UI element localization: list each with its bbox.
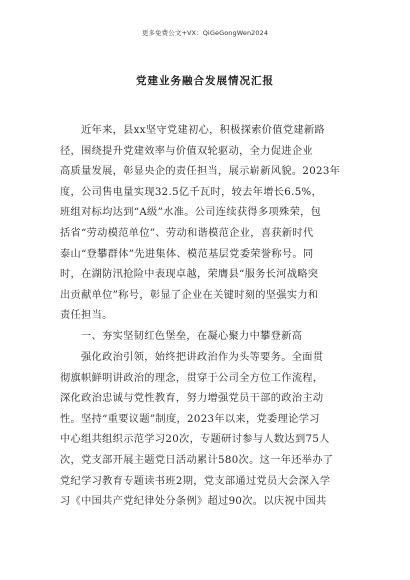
paragraph-line: 泰山“登攀群体”先进集体、模范基层党委荣誉称号。同 <box>60 248 314 260</box>
paragraph-line: 时，在湖防汛抢险中表现卓越，荣膺县“服务长河战略突 <box>60 269 319 281</box>
paragraph-line: 党纪学习教育专题读书班2期，党支部通过党员大会深入学 <box>60 475 331 487</box>
paragraph-line: 责任担当。 <box>60 310 113 322</box>
paragraph-line: 括省“劳动模范单位”、劳动和谐模范企业，喜获新时代 <box>60 227 314 239</box>
paragraph-line: 中心组共组织示范学习20次，专题研讨参与人数达到75人 <box>60 434 330 446</box>
paragraph-line: 性。坚持“重要议题”制度，2023年以来，党委理论学习 <box>60 413 320 425</box>
paragraph-line: 近年来，县xx坚守党建初心，积极探索价值党建新路 <box>81 125 326 136</box>
document-title: 党建业务融合发展情况汇报 <box>136 75 274 87</box>
section-heading-block <box>60 327 352 348</box>
section-paragraph <box>60 348 352 513</box>
paragraph-line: 度，公司售电量实现32.5亿千瓦时，较去年增长6.5%， <box>60 186 323 198</box>
paragraph-line: 习《中国共产党纪律处分条例》超过90次。以庆祝中国共 <box>60 496 327 508</box>
paragraph-line: 彻旗帜鲜明讲政治的理念，贯穿于公司全方位工作流程， <box>60 372 324 384</box>
header-note: 更多免费公文+VX：QiGeGongWen2024 <box>141 29 269 37</box>
paragraph-line: 深化政治忠诚与党性教育，努力增强党员干部的政治主动 <box>60 393 324 405</box>
paragraph-line: 出贡献单位”称号，彰显了企业在关键时刻的坚强实力和 <box>60 289 319 301</box>
paragraph-line: 高质量发展，彰显央企的责任担当，展示崭新风貌。2023年 <box>60 166 341 178</box>
paragraph-line: 径，围绕提升党建效率与价值双轮驱动，全力促进企业 <box>60 145 313 157</box>
paragraph-line: 班组对标均达到“A级”水准。公司连续获得多项殊荣，包 <box>60 207 322 219</box>
paragraph-line: 次，党支部开展主题党日活动累计580次。这一年还举办了 <box>60 454 334 466</box>
intro-paragraph <box>60 121 352 327</box>
section-heading: 一、夯实坚韧红色堡垒，在凝心聚力中攀登新高 <box>81 331 303 342</box>
paragraph-line: 强化政治引领，始终把讲政治作为头等要务。全面贯 <box>81 352 324 363</box>
